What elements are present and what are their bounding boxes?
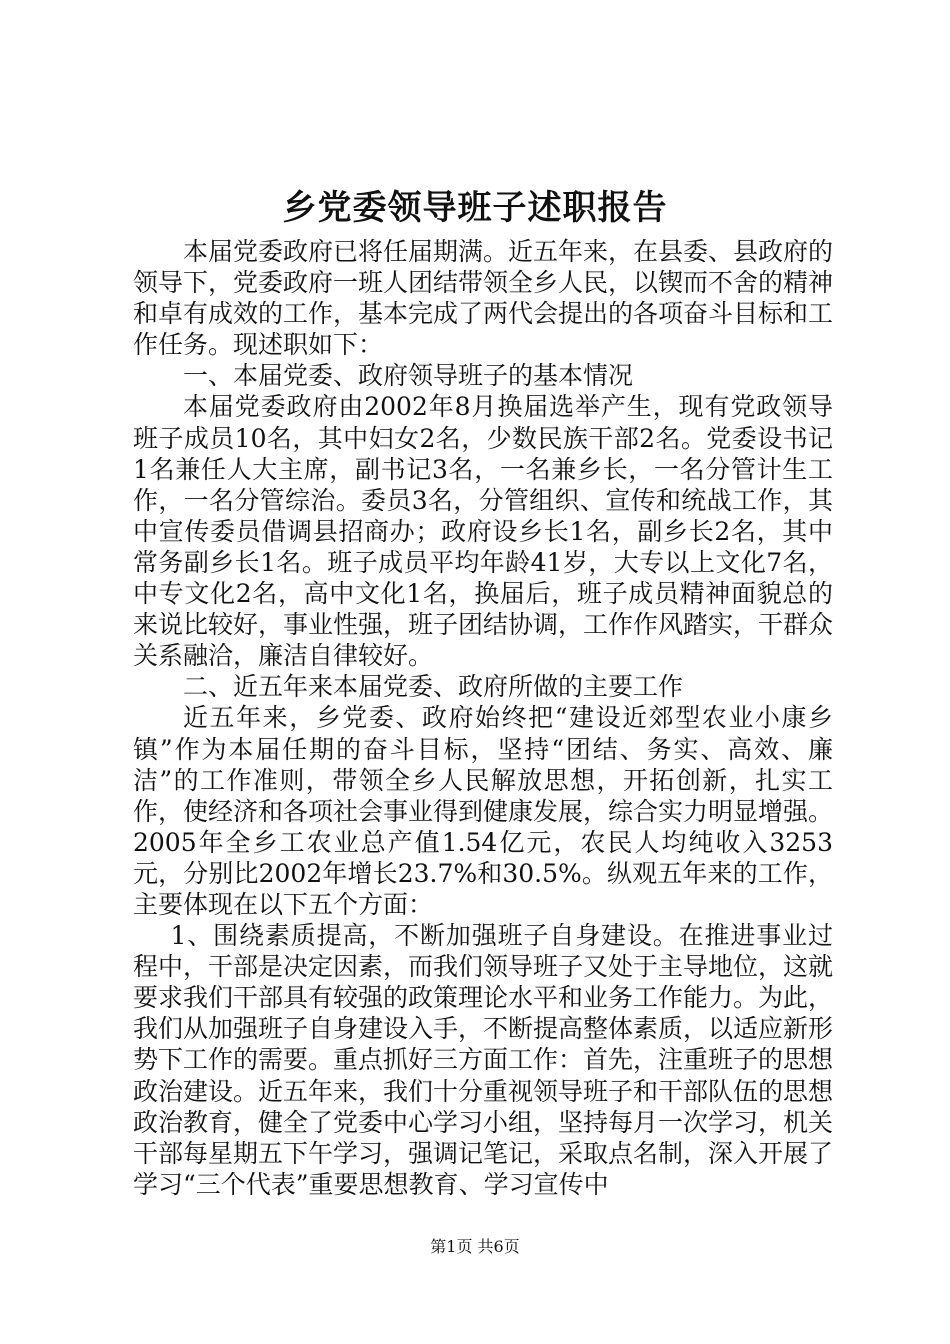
main-work-paragraph: 近五年来，乡党委、政府始终把“建设近郊型农业小康乡镇”作为本届任期的奋斗目标，坚持“团结、务实、高效、廉洁”的工作准则，带领全乡人民解放思想，开拓创新，扎实工作，使经济和各项社会事业得到健康发展，综合实力明显增强。2005年全乡工农业总产值1.54亿元，农民人均纯收入3253元，分别比2002年增长23.7%和30.5%。纵观五年来的工作，主要体现在以下五个方面： xyxy=(133,703,834,919)
section-heading-1: 一、本届党委、政府领导班子的基本情况 xyxy=(183,361,634,391)
section-heading-2: 二、近五年来本届党委、政府所做的主要工作 xyxy=(183,672,684,702)
document-title: 乡党委领导班子述职报告 xyxy=(282,188,668,228)
item-1-paragraph: 1、围绕素质提高，不断加强班子自身建设。在推进事业过程中，干部是决定因素，而我们领导班子又处于主导地位，这就要求我们干部具有较强的政策理论水平和业务工作能力。为此，我们从加强班子自身建设入手，不断提高整体素质，以适应新形势下工作的需要。重点抓好三方面工作：首先，注重班子的思想政治建设。近五年来，我们十分重视领导班子和干部队伍的思想政治教育，健全了党委中心学习小组，坚持每月一次学习，机关干部每星期五下午学习，强调记笔记，采取点名制，深入开展了学习“三个代表”重要思想教育、学习宣传中 xyxy=(133,921,834,1199)
intro-paragraph: 本届党委政府已将任届期满。近五年来，在县委、县政府的领导下，党委政府一班人团结带领全乡人民，以锲而不舍的精神和卓有成效的工作，基本完成了两代会提出的各项奋斗目标和工作任务。现述职如下： xyxy=(133,237,834,360)
document-body xyxy=(133,236,833,1200)
page-number-footer: 第1页 共6页 xyxy=(430,1237,520,1256)
basic-situation-paragraph: 本届党委政府由2002年8月换届选举产生，现有党政领导班子成员10名，其中妇女2名，少数民族干部2名。党委设书记1名兼任人大主席，副书记3名，一名兼乡长，一名分管计生工作，一名分管综治。委员3名，分管组织、宣传和统战工作，其中宣传委员借调县招商办；政府设乡长1名，副乡长2名，其中常务副乡长1名。班子成员平均年龄41岁，大专以上文化7名，中专文化2名，高中文化1名，换届后，班子成员精神面貌总的来说比较好，事业性强，班子团结协调，工作作风踏实，干群众关系融洽，廉洁自律较好。 xyxy=(133,392,834,671)
